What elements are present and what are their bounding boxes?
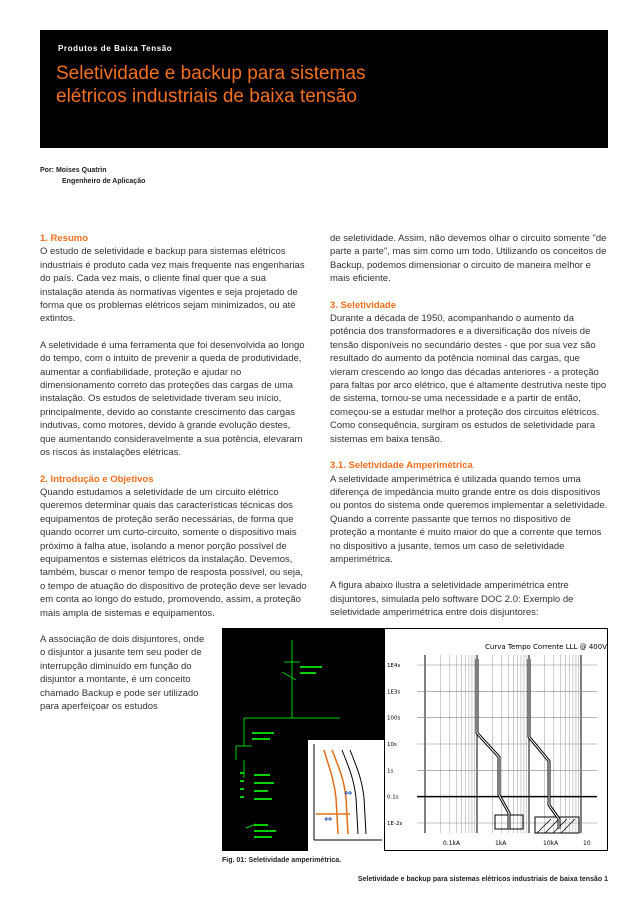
paragraph: de seletividade. Assim, não devemos olhar o circuito somente "de parte a parte", mas sim como um todo. Utilizando os conceitos de Backup, podemos dimensionar o circuito de maneira melhor e mais eficiente.	[330, 233, 607, 285]
heading-seletividade-amperimetrica: 3.1. Seletividade Amperimétrica	[330, 460, 473, 472]
paragraph: Quando estudamos a seletividade de um circuito elétrico queremos determinar quais das características técnicas dos equipamentos de proteção serão necessárias, de forma que quando ocorrer um curto-circuito, somente o dispositivo mais próximo à falha atue, isolando a menor porção possível de equipamentos e sistemas elétricos da instalação. Devemos, também, buscar o menor tempo de resposta possível, ou seja, o tempo de atuação do dispositivo de proteção deve ser levado em conta ao longo do estudo, promovendo, assim, a proteção mais ampla de sistemas e equipamentos.	[40, 486, 307, 619]
x-tick-label: 0.1kA	[443, 840, 461, 847]
author-role: Engenheiro de Aplicação	[62, 178, 146, 185]
paragraph: Durante a década de 1950, acompanhando o aumento da potência dos transformadores e a diversificação dos níveis de tensão disponíveis no secundário destes - que por sua vez são resultado do aumento da potência nominal das cargas, que vieram crescendo ao longo das décadas anteriores - a proteção para faltas por arco elétrico, que é altamente destrutiva neste tipo de sistema, tornou-se uma necessidade e a partir de então, começou-se a estudar melhor a proteção dos circuitos elétricos. Como consequência, surgiram os estudos de seletividade para sistemas em baixa tensão.	[330, 313, 607, 445]
heading-resumo: 1. Resumo	[40, 233, 89, 244]
paragraph: O estudo de seletividade e backup para sistemas elétricos industriais é produto cada vez mais frequente nas engenharias do país. Cada vez mais, o cliente final quer que a sua instalação atenda às normativas vigentes e seja projetado de forma que os problemas elétricos sejam minimizados, ou até extintos.	[40, 246, 305, 325]
page-footer	[358, 876, 608, 883]
title-line-1: Seletividade e backup para sistemas	[56, 63, 366, 84]
chart-title: Curva Tempo Corrente LLL @ 400V	[485, 643, 607, 651]
author-block	[40, 165, 145, 187]
paragraph: A figura abaixo ilustra a seletividade amperimétrica entre disjuntores, simulada pelo software DOC 2.0: Exemplo de seletividade amperimétrica entre dois disjuntores:	[330, 580, 574, 619]
article-title	[56, 62, 576, 108]
column-right	[330, 232, 608, 633]
y-tick-label: 10s	[387, 742, 397, 748]
single-line-diagram	[222, 628, 384, 851]
y-tick-label: 1s	[387, 768, 394, 775]
y-tick-label: 1E-2s	[387, 821, 403, 827]
double-arrow-icon: ⇔	[324, 814, 333, 825]
x-tick-label: 10	[583, 840, 591, 847]
figure-caption: Fig. 01: Seletividade amperimétrica.	[222, 857, 342, 864]
heading-introducao: 2. Introdução e Objetivos	[40, 473, 154, 485]
figure-selectivity	[222, 628, 608, 851]
diagram-svg	[222, 628, 384, 851]
title-line-2: elétricos industriais de baixa tensão	[56, 86, 358, 107]
author-name: Por: Moises Quatrin	[40, 167, 107, 174]
x-tick-label: 10kA	[543, 840, 559, 847]
footer-text: Seletividade e backup para sistemas elétricos industriais de baixa tensão	[357, 876, 603, 883]
y-tick-label: 100s	[387, 715, 401, 722]
y-tick-label: 0.1s	[387, 794, 399, 801]
y-tick-label: 1E4s	[387, 663, 401, 669]
header-banner	[40, 30, 608, 148]
time-current-chart	[384, 628, 608, 851]
inset-zoom-panel	[308, 740, 384, 851]
paragraph: A seletividade é uma ferramenta que foi desenvolvida ao longo do tempo, com o intuito de prevenir a queda de produtividade, aumentar a confiabilidade, proteção e ajudar no dimensionamento correto das proteções das cargas de uma instalação. Os estudos de seletividade tiveram seu início, principalmente, devido ao constante crescimento das cargas indutivas, como motores, devido à grande evolução destes, que aumentando consideravelmente a sua potência, elevaram os riscos às instalações elétricas.	[40, 339, 305, 459]
x-tick-label: 1kA	[495, 840, 507, 847]
paragraph: A associação de dois disjuntores, onde o disjuntor a jusante tem seu poder de interrupção diminuído em função do disjuntor a montante, é um conceito chamado Backup e pode ser utilizado para aperfeiçoar os estudos	[40, 633, 205, 712]
chart-svg	[385, 629, 607, 850]
section-kicker: Produtos de Baixa Tensão	[58, 44, 173, 53]
y-tick-label: 1E3s	[387, 689, 401, 696]
paragraph: A seletividade amperimétrica é utilizada quando temos uma diferença de impedância muito grande entre os dois dispositivos ou pontos do sistema onde queremos implementar a seletividade. Quando a corrente passante que temos no dispositivo de proteção a montante é muito maior do que a corrente que temos no dispositivo a jusante, temos um caso de seletividade amperimétrica.	[330, 473, 608, 565]
double-arrow-icon: ⇔	[344, 788, 353, 799]
heading-seletividade: 3. Seletividade	[330, 299, 397, 311]
page-number: 1	[604, 876, 608, 883]
